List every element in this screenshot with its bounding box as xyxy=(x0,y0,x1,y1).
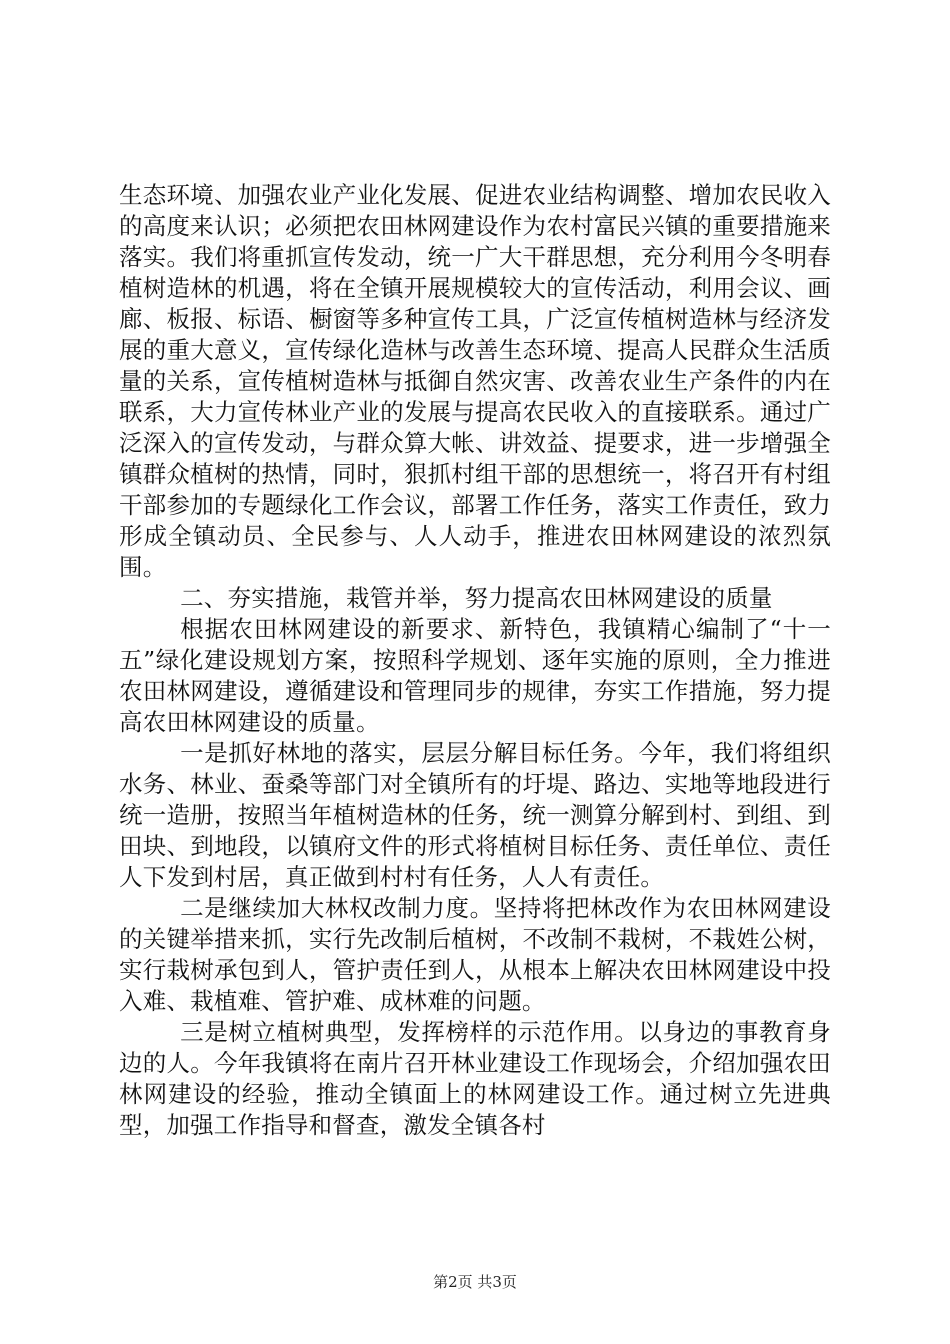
paragraph-item-2: 二是继续加大林权改制力度。坚持将把林改作为农田林网建设的关键举措来抓，实行先改制后植树，不改制不栽树，不栽姓公树，实行栽树承包到人，管护责任到人，从根本上解决农田林网建设中投入难、栽植难、管护难、成林难的问题。 xyxy=(119,894,831,1015)
section-heading: 二、夯实措施，栽管并举，努力提高农田林网建设的质量 xyxy=(180,584,773,612)
paragraph-item-1: 一是抓好林地的落实，层层分解目标任务。今年，我们将组织水务、林业、蚕桑等部门对全镇所有的圩堤、路边、实地等地段进行统一造册，按照当年植树造林的任务，统一测算分解到村、到组、到田块、到地段，以镇府文件的形式将植树目标任务、责任单位、责任人下发到村居，真正做到村村有任务，人人有责任。 xyxy=(119,739,831,891)
page-number-footer: 第2页 共3页 xyxy=(433,1273,517,1291)
paragraph-continuation: 生态环境、加强农业产业化发展、促进农业结构调整、增加农民收入的高度来认识；必须把农田林网建设作为农村富民兴镇的重要措施来落实。我们将重抓宣传发动，统一广大干群思想，充分利用今冬明春植树造林的机遇，将在全镇开展规模较大的宣传活动，利用会议、画廊、板报、标语、橱窗等多种宣传工具，广泛宣传植树造林与经济发展的重大意义，宣传绿化造林与改善生态环境、提高人民群众生活质量的关系，宣传植树造林与抵御自然灾害、改善农业生产条件的内在联系，大力宣传林业产业的发展与提高农民收入的直接联系。通过广泛深入的宣传发动，与群众算大帐、讲效益、提要求，进一步增强全镇群众植树的热情，同时，狠抓村组干部的思想统一，将召开有村组干部参加的专题绿化工作会议，部署工作任务，落实工作责任，致力形成全镇动员、全民参与、人人动手，推进农田林网建设的浓烈氛围。 xyxy=(119,181,831,581)
document-body xyxy=(119,180,831,1141)
paragraph-item-3: 三是树立植树典型，发挥榜样的示范作用。以身边的事教育身边的人。今年我镇将在南片召开林业建设工作现场会，介绍加强农田林网建设的经验，推动全镇面上的林网建设工作。通过树立先进典型，加强工作指导和督查，激发全镇各村 xyxy=(119,1018,831,1139)
paragraph-intro: 根据农田林网建设的新要求、新特色，我镇精心编制了“十一五”绿化建设规划方案，按照科学规划、逐年实施的原则，全力推进农田林网建设，遵循建设和管理同步的规律，夯实工作措施，努力提高农田林网建设的质量。 xyxy=(119,615,831,736)
